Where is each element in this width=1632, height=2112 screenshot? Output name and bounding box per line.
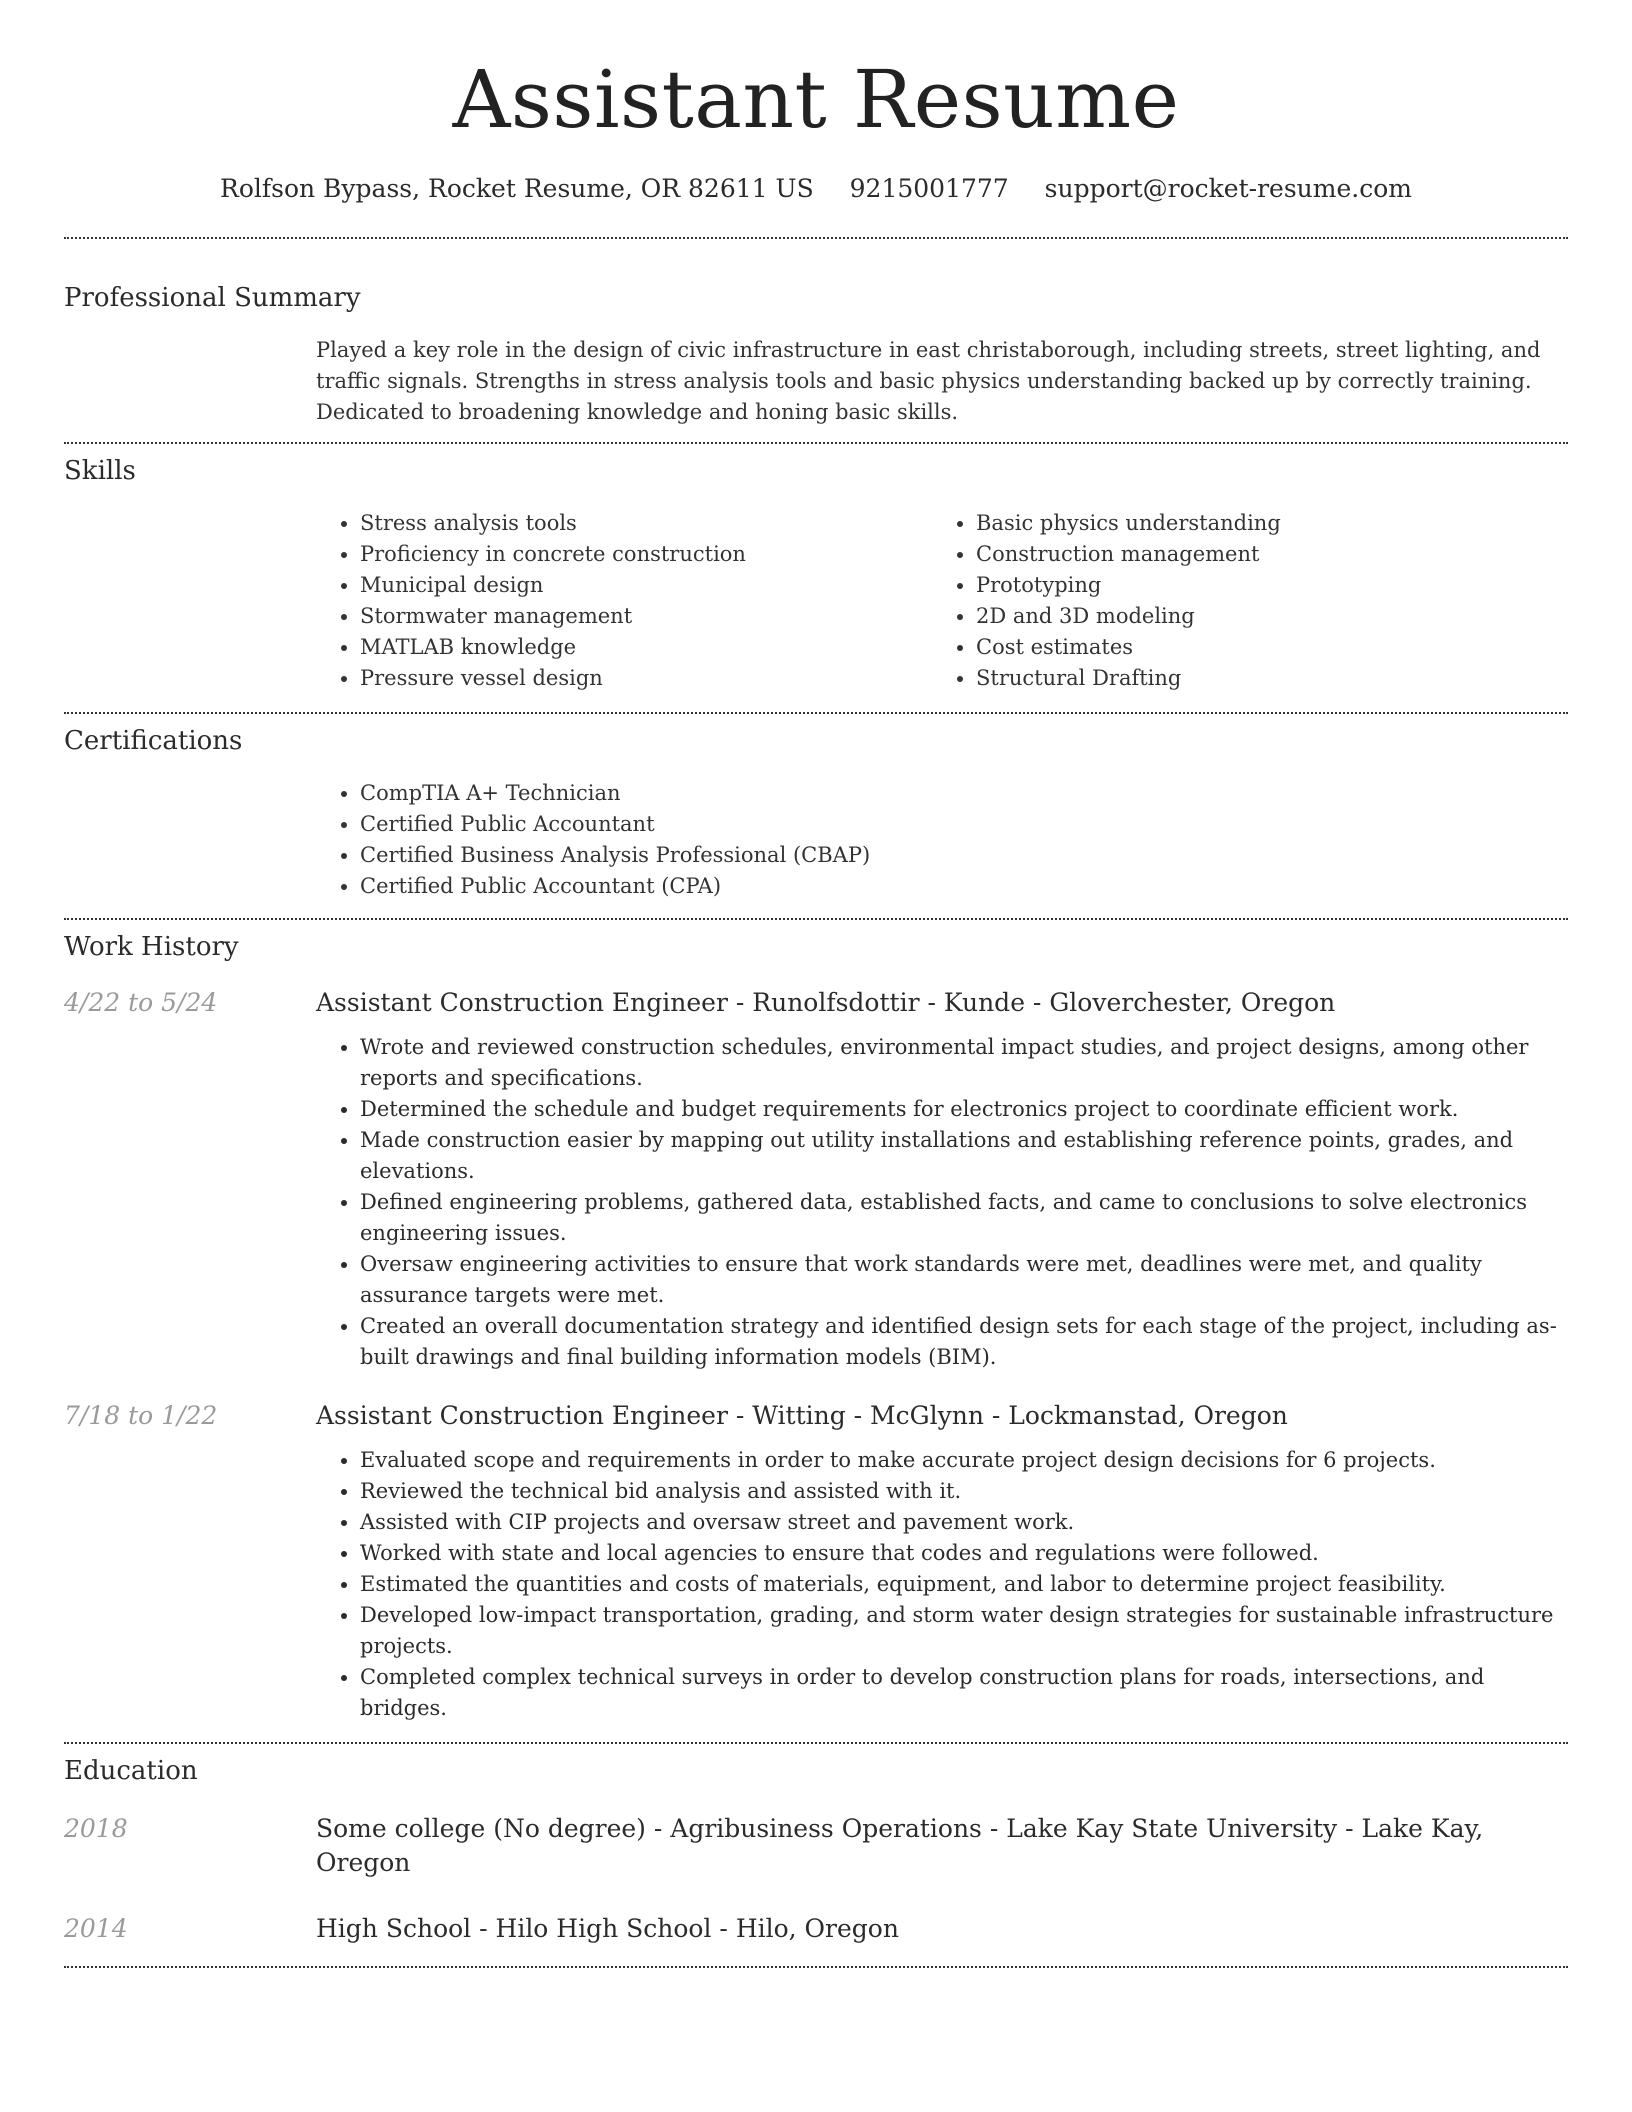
job-bullet: • Reviewed the technical bid analysis and assisted with it. xyxy=(360,1476,1568,1507)
skill-item: • Prototyping xyxy=(976,570,1568,601)
certification-item: • Certified Public Accountant xyxy=(360,809,1568,840)
job-content xyxy=(316,986,1568,1373)
summary-title: Professional Summary xyxy=(64,283,361,313)
skill-item: • Cost estimates xyxy=(976,632,1568,663)
skill-item: • Pressure vessel design xyxy=(360,663,932,694)
education-year: 2018 xyxy=(64,1814,128,1843)
divider xyxy=(64,712,1568,714)
job-bullets xyxy=(316,1032,1568,1373)
skills-list-left xyxy=(316,508,932,694)
certification-item: • Certified Business Analysis Professional (CBAP) xyxy=(360,840,1568,871)
job-bullet: • Estimated the quantities and costs of materials, equipment, and labor to determine project feasibility. xyxy=(360,1569,1568,1600)
skill-item: • Municipal design xyxy=(360,570,932,601)
divider xyxy=(64,918,1568,920)
job-bullet: • Assisted with CIP projects and oversaw street and pavement work. xyxy=(360,1507,1568,1538)
job-bullet: • Oversaw engineering activities to ensure that work standards were met, deadlines were met, and quality assurance targets were met. xyxy=(360,1249,1568,1311)
skill-item: • Stormwater management xyxy=(360,601,932,632)
resume-name: Assistant Resume xyxy=(452,53,1180,146)
education-text: High School - Hilo High School - Hilo, Oregon xyxy=(316,1914,899,1943)
job-bullets xyxy=(316,1445,1568,1724)
skills-grid xyxy=(316,508,1568,694)
job-content xyxy=(316,1399,1568,1724)
contact-phone: 9215001777 xyxy=(849,174,1009,203)
education-year: 2014 xyxy=(64,1914,128,1943)
skill-item: • Structural Drafting xyxy=(976,663,1568,694)
skill-item: • Proficiency in concrete construction xyxy=(360,539,932,570)
certification-item: • Certified Public Accountant (CPA) xyxy=(360,871,1568,902)
contact-address: Rolfson Bypass, Rocket Resume, OR 82611 US xyxy=(220,174,814,203)
divider xyxy=(64,1966,1568,1968)
job-title: Assistant Construction Engineer - Runolfsdottir - Kunde - Gloverchester, Oregon xyxy=(316,988,1336,1017)
job-date: 4/22 to 5/24 xyxy=(64,988,218,1017)
job-bullet: • Worked with state and local agencies to ensure that codes and regulations were followed. xyxy=(360,1538,1568,1569)
summary-text: Played a key role in the design of civic infrastructure in east christaborough, including streets, street lighting, and traffic signals. Strengths in stress analysis tools and basic physics understanding backed up by correctly training. Dedicated to broadening knowledge and honing basic skills. xyxy=(316,338,1541,424)
job-bullet: • Made construction easier by mapping out utility installations and establishing reference points, grades, and elevations. xyxy=(360,1125,1568,1187)
job-entry xyxy=(64,1399,1568,1724)
certification-item: • CompTIA A+ Technician xyxy=(360,778,1568,809)
contact-email: support@rocket-resume.com xyxy=(1044,174,1412,203)
job-bullet: • Created an overall documentation strategy and identified design sets for each stage of the project, including as-built drawings and final building information models (BIM). xyxy=(360,1311,1568,1373)
divider xyxy=(64,442,1568,444)
education-text: Some college (No degree) - Agribusiness Operations - Lake Kay State University - Lake Kay, Oregon xyxy=(316,1814,1484,1877)
job-entry xyxy=(64,986,1568,1373)
skills-list-right xyxy=(932,508,1568,694)
education-entry xyxy=(64,1812,1568,1880)
skill-item: • Basic physics understanding xyxy=(976,508,1568,539)
certifications-title: Certifications xyxy=(64,726,243,756)
education-entry xyxy=(64,1912,1568,1946)
divider xyxy=(64,237,1568,239)
job-date: 7/18 to 1/22 xyxy=(64,1401,218,1430)
job-title: Assistant Construction Engineer - Witting - McGlynn - Lockmanstad, Oregon xyxy=(316,1401,1288,1430)
certifications-body xyxy=(316,778,1568,902)
skill-item: • Stress analysis tools xyxy=(360,508,932,539)
job-bullet: • Defined engineering problems, gathered data, established facts, and came to conclusions to solve electronics engineering issues. xyxy=(360,1187,1568,1249)
education-title: Education xyxy=(64,1756,198,1786)
job-bullet: • Completed complex technical surveys in order to develop construction plans for roads, intersections, and bridges. xyxy=(360,1662,1568,1724)
skill-item: • 2D and 3D modeling xyxy=(976,601,1568,632)
job-bullet: • Evaluated scope and requirements in order to make accurate project design decisions for 6 projects. xyxy=(360,1445,1568,1476)
skill-item: • Construction management xyxy=(976,539,1568,570)
job-bullet: • Determined the schedule and budget requirements for electronics project to coordinate efficient work. xyxy=(360,1094,1568,1125)
contact-line xyxy=(64,174,1568,203)
divider xyxy=(64,1742,1568,1744)
skill-item: • MATLAB knowledge xyxy=(360,632,932,663)
work-history-title: Work History xyxy=(64,932,239,962)
certifications-list xyxy=(316,778,1568,902)
skills-title: Skills xyxy=(64,456,136,486)
job-bullet: • Developed low-impact transportation, grading, and storm water design strategies for sustainable infrastructure projects. xyxy=(360,1600,1568,1662)
job-bullet: • Wrote and reviewed construction schedules, environmental impact studies, and project designs, among other reports and specifications. xyxy=(360,1032,1568,1094)
